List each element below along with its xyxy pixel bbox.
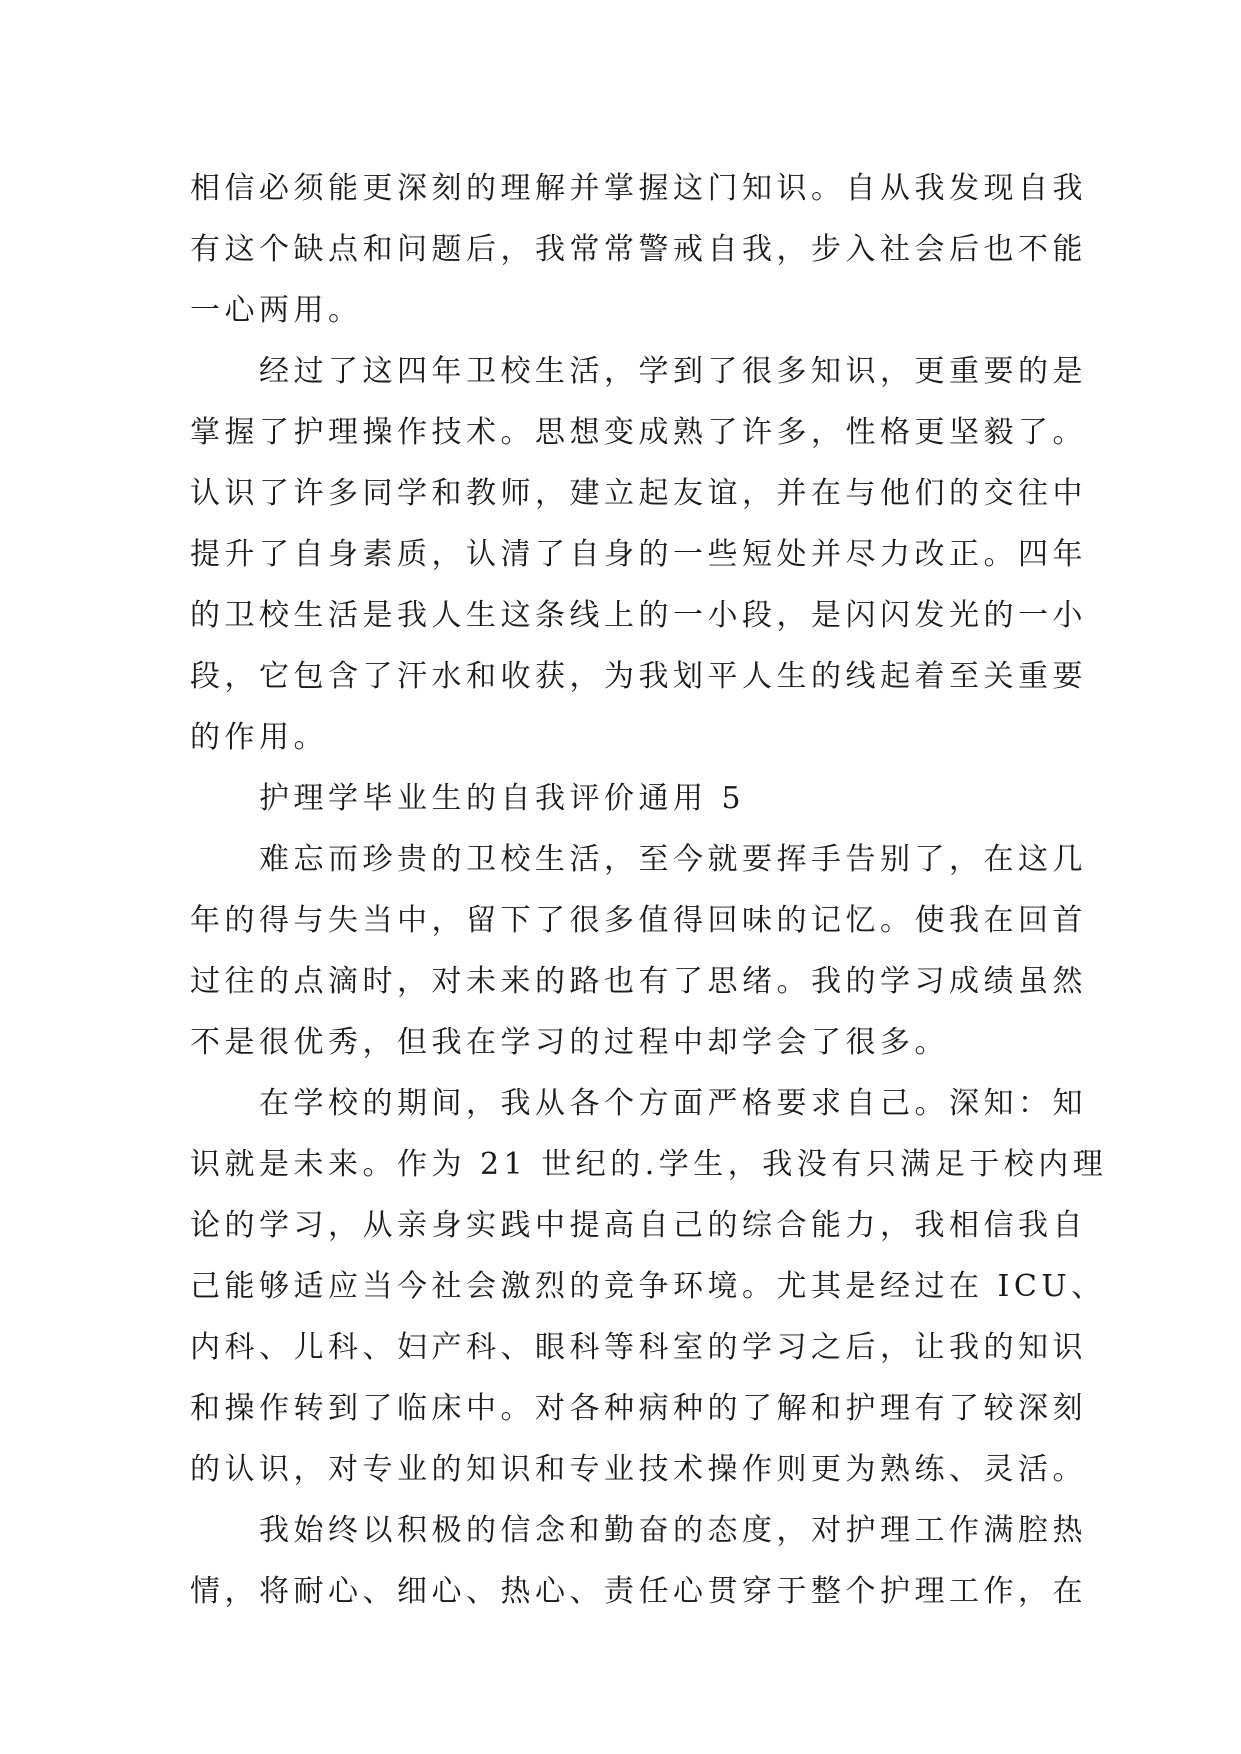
text-line: 在学校的期间，我从各个方面严格要求自己。深知：知 bbox=[259, 1086, 1087, 1121]
text-line: 和操作转到了临床中。对各种病种的了解和护理有了较深刻 bbox=[190, 1391, 1087, 1426]
text-line: 过往的点滴时，对未来的路也有了思绪。我的学习成绩虽然 bbox=[190, 964, 1087, 999]
text-line: 的认识，对专业的知识和专业技术操作则更为熟练、灵活。 bbox=[190, 1452, 1087, 1487]
text-line: 认识了许多同学和教师，建立起友谊，并在与他们的交往中 bbox=[190, 476, 1087, 511]
document-page bbox=[190, 158, 1108, 1622]
text-line: 掌握了护理操作技术。思想变成熟了许多，性格更坚毅了。 bbox=[190, 415, 1087, 450]
text-line: 有这个缺点和问题后，我常常警戒自我，步入社会后也不能 bbox=[190, 232, 1087, 267]
text-line: 识就是未来。作为 21 世纪的.学生，我没有只满足于校内理 bbox=[190, 1147, 1108, 1182]
text-line: 内科、儿科、妇产科、眼科等科室的学习之后，让我的知识 bbox=[190, 1330, 1087, 1365]
text-line: 一心两用。 bbox=[190, 293, 363, 328]
text-line: 不是很优秀，但我在学习的过程中却学会了很多。 bbox=[190, 1025, 949, 1060]
text-line: 护理学毕业生的自我评价通用 5 bbox=[259, 781, 746, 816]
text-line: 段，它包含了汗水和收获，为我划平人生的线起着至关重要 bbox=[190, 659, 1087, 694]
text-line: 的作用。 bbox=[190, 720, 328, 755]
text-line: 我始终以积极的信念和勤奋的态度，对护理工作满腔热 bbox=[259, 1513, 1087, 1548]
text-line: 年的得与失当中，留下了很多值得回味的记忆。使我在回首 bbox=[190, 903, 1087, 938]
text-line: 相信必须能更深刻的理解并掌握这门知识。自从我发现自我 bbox=[190, 171, 1087, 206]
text-line: 情，将耐心、细心、热心、责任心贯穿于整个护理工作，在 bbox=[190, 1574, 1087, 1609]
text-line: 提升了自身素质，认清了自身的一些短处并尽力改正。四年 bbox=[190, 537, 1087, 572]
text-line: 论的学习，从亲身实践中提高自己的综合能力，我相信我自 bbox=[190, 1208, 1087, 1243]
text-line: 的卫校生活是我人生这条线上的一小段，是闪闪发光的一小 bbox=[190, 598, 1087, 633]
text-line: 难忘而珍贵的卫校生活，至今就要挥手告别了，在这几 bbox=[259, 842, 1087, 877]
text-line: 经过了这四年卫校生活，学到了很多知识，更重要的是 bbox=[259, 354, 1087, 389]
text-line: 己能够适应当今社会激烈的竞争环境。尤其是经过在 ICU、 bbox=[190, 1269, 1106, 1304]
